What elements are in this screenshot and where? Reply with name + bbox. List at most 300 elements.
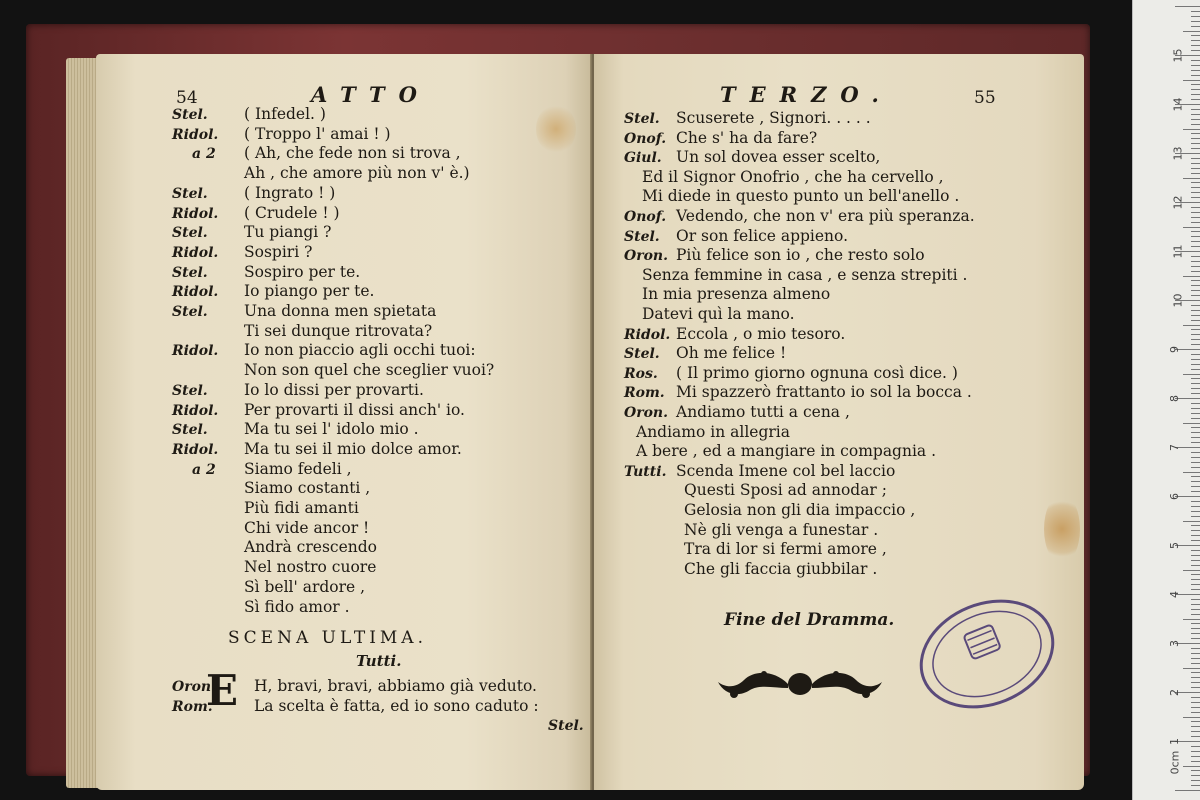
verse-text: Che s' ha da fare?: [676, 128, 818, 147]
ruler-tick: [1191, 707, 1200, 708]
right-running-head: TERZO.: [720, 82, 893, 107]
ruler-tick: [1191, 84, 1200, 85]
verse-line: [172, 183, 335, 204]
foxing-stain: [1044, 494, 1080, 564]
speaker-label: Stel.: [172, 225, 208, 242]
verse-line: [172, 301, 436, 322]
verse-text: Tra di lor si fermi amore ,: [684, 540, 887, 559]
verse-text: Vedendo, che non v' era più speranza.: [676, 207, 975, 225]
ruler-tick: [1183, 570, 1200, 571]
ruler-tick: [1191, 261, 1200, 262]
ruler-tick: [1191, 119, 1200, 120]
verse-line: [172, 478, 370, 498]
left-page-number: 54: [176, 88, 198, 108]
verse-line: [172, 400, 465, 421]
ruler-tick: [1191, 540, 1200, 541]
ruler-tick: [1191, 320, 1200, 321]
ruler-tick: [1191, 413, 1200, 414]
ruler-tick: [1191, 761, 1200, 762]
verse-text: Nel nostro cuore: [244, 558, 377, 577]
book: [26, 24, 1090, 776]
verse-text: ( Ingrato ! ): [244, 183, 336, 202]
drop-cap: E: [206, 666, 239, 715]
ruler-tick: [1191, 388, 1200, 389]
verse-line: [624, 108, 871, 129]
verse-line: [172, 439, 462, 460]
verse-line: [172, 557, 376, 577]
ruler-label: 9: [1168, 346, 1181, 353]
verse-line: [172, 597, 350, 617]
right-page-number: 55: [974, 88, 996, 108]
ruler-tick: [1183, 178, 1200, 179]
verse-line: [624, 402, 850, 423]
ruler-tick: [1191, 682, 1200, 683]
ruler-tick: [1191, 143, 1200, 144]
verse-line: [172, 281, 374, 302]
ruler-tick: [1191, 378, 1200, 379]
ruler-tick: [1175, 790, 1200, 791]
speaker-label: Rom.: [624, 385, 665, 402]
ruler-tick: [1191, 726, 1200, 727]
verse-text: Mi spazzerò frattanto io sol la bocca .: [676, 383, 972, 402]
ruler-tick: [1191, 442, 1200, 443]
ruler-tick: [1191, 432, 1200, 433]
verse-text: Una donna men spietata: [244, 302, 437, 320]
ruler-tick: [1191, 785, 1200, 786]
speaker-label: Ridol.: [172, 284, 219, 301]
ruler-tick: [1191, 163, 1200, 164]
verse-text: Nè gli venga a funestar .: [684, 520, 879, 539]
verse-line: [684, 559, 877, 579]
speaker-label: Oron.: [172, 679, 216, 695]
ruler-tick: [1191, 173, 1200, 174]
ruler-tick: [1191, 26, 1200, 27]
ruler-tick: [1191, 565, 1200, 566]
verse-text: Questi Sposi ad annodar ;: [684, 481, 887, 500]
ruler-tick: [1191, 359, 1200, 360]
ruler-tick: [1191, 604, 1200, 605]
scene-title: SCENA ULTIMA.: [228, 628, 427, 648]
ruler-tick: [1191, 427, 1200, 428]
ruler-tick: [1191, 305, 1200, 306]
verse-text: Io non piaccio agli occhi tuoi:: [244, 341, 476, 360]
catchword: Stel.: [548, 718, 584, 734]
verse-line: [624, 226, 848, 247]
left-page: [96, 54, 590, 790]
ruler-tick: [1191, 623, 1200, 624]
verse-line: [624, 128, 817, 149]
ruler-tick: [1175, 6, 1200, 7]
verse-line: [642, 167, 944, 187]
ruler-tick: [1191, 486, 1200, 487]
verse-line: [624, 343, 786, 364]
verse-line: [642, 186, 959, 206]
ruler-label: 7: [1168, 444, 1181, 451]
ruler-tick: [1191, 770, 1200, 771]
ruler-tick: [1191, 197, 1200, 198]
speaker-label: Stel.: [172, 304, 208, 320]
verse-text: Che gli faccia giubbilar .: [684, 559, 878, 578]
verse-text: Sì bell' ardore ,: [244, 577, 366, 596]
ruler-label: 10: [1171, 293, 1185, 308]
verse-text: Sospiro per te.: [244, 262, 361, 281]
verse-text: Ma tu sei l' idolo mio .: [244, 420, 419, 439]
ruler-tick: [1191, 628, 1200, 629]
verse-line: [684, 539, 887, 559]
ruler-label: 4: [1168, 591, 1181, 598]
speaker-label: Ridol.: [172, 126, 219, 143]
verse-text: Siamo costanti ,: [244, 479, 371, 498]
ruler-tick: [1191, 339, 1200, 340]
verse-line: [624, 324, 845, 345]
verse-text: Andiamo tutti a cena ,: [676, 403, 850, 421]
ruler-tick: [1191, 65, 1200, 66]
ruler-tick: [1191, 271, 1200, 272]
speaker-label: Stel.: [624, 228, 660, 245]
verse-text: ( Crudele ! ): [244, 203, 340, 222]
verse-text: ( Ah, che fede non si trova ,: [244, 144, 461, 163]
verse-line: [624, 245, 925, 266]
ruler-tick: [1191, 187, 1200, 188]
ruler-tick: [1191, 182, 1200, 183]
speaker-label: a 2: [192, 461, 216, 478]
verse-text: La scelta è fatta, ed io sono caduto :: [254, 697, 539, 715]
ruler-tick: [1183, 80, 1200, 81]
ruler-tick: [1191, 329, 1200, 330]
ruler-tick: [1191, 584, 1200, 585]
ruler-tick: [1191, 638, 1200, 639]
verse-line: [172, 262, 360, 283]
ruler-tick: [1191, 280, 1200, 281]
verse-text: H, bravi, bravi, abbiamo già veduto.: [254, 677, 537, 695]
ruler-tick: [1191, 467, 1200, 468]
ruler-label: 6: [1168, 493, 1181, 500]
verse-line: [172, 518, 369, 538]
ruler-tick: [1191, 418, 1200, 419]
ruler-tick: [1183, 423, 1200, 424]
ruler-tick: [1191, 295, 1200, 296]
ruler-tick: [1191, 609, 1200, 610]
speaker-label: Onof.: [624, 130, 667, 147]
verse-text: Andiamo in allegria: [636, 422, 790, 441]
ruler-tick: [1191, 222, 1200, 223]
ruler-tick: [1183, 717, 1200, 718]
ruler-tick: [1191, 383, 1200, 384]
ruler-tick: [1191, 780, 1200, 781]
verse-text: Più felice son io , che resto solo: [676, 246, 925, 265]
speaker-label: Stel.: [172, 264, 208, 281]
verse-text: Scuserete , Signori. . . . .: [676, 109, 871, 127]
left-running-head: ATTO: [311, 82, 431, 107]
verse-line: [172, 380, 424, 401]
speaker-label: Ros.: [624, 365, 658, 382]
verse-line: [624, 206, 975, 227]
verse-line: [642, 265, 967, 285]
ruler-tick: [1191, 589, 1200, 590]
verse-line: [172, 321, 432, 341]
ruler-tick: [1191, 35, 1200, 36]
ruler-label: 15: [1171, 48, 1185, 63]
verse-text: Siamo fedeli ,: [244, 459, 352, 478]
ruler-tick: [1191, 579, 1200, 580]
verse-line: [642, 304, 795, 324]
ruler-tick: [1183, 374, 1200, 375]
speaker-label: Stel.: [172, 382, 208, 399]
verse-line: [684, 480, 887, 500]
speaker-label: Stel.: [172, 185, 208, 202]
speaker-label: Ridol.: [172, 402, 219, 419]
ruler-tick: [1183, 668, 1200, 669]
speaker-label: Oron.: [624, 405, 668, 421]
verse-text: Io lo dissi per provarti.: [244, 380, 424, 399]
ruler-tick: [1191, 457, 1200, 458]
verse-text: Datevi quì la mano.: [642, 305, 795, 323]
ruler-tick: [1191, 70, 1200, 71]
verse-text: Ma tu sei il mio dolce amor.: [244, 439, 462, 458]
ruler-tick: [1191, 756, 1200, 757]
ruler-tick: [1191, 614, 1200, 615]
ruler-label: 3: [1168, 640, 1181, 647]
verse-text: Oh me felice !: [676, 344, 787, 363]
ruler-tick: [1191, 148, 1200, 149]
verse-text: Senza femmine in casa , e senza strepiti .: [642, 265, 968, 284]
ruler-tick: [1191, 702, 1200, 703]
ruler-tick: [1191, 658, 1200, 659]
speaker-label: a 2: [192, 146, 216, 163]
right-page: [594, 54, 1084, 790]
speaker-label: Ridol.: [624, 326, 671, 343]
ruler-tick: [1191, 334, 1200, 335]
speaker-label: Ridol.: [172, 441, 219, 458]
verse-text: Non son quel che sceglier vuoi?: [244, 361, 495, 380]
verse-text: Andrà crescendo: [244, 538, 377, 557]
ruler-label: 13: [1171, 146, 1185, 161]
speaker-label: Ridol.: [172, 343, 219, 360]
verse-text: A bere , ed a mangiare in compagnia .: [636, 442, 937, 461]
verse-line: [172, 577, 365, 597]
ruler-tick: [1191, 124, 1200, 125]
ruler-label: 12: [1171, 195, 1185, 210]
verse-line: [172, 676, 537, 697]
speaker-label: Tutti.: [624, 463, 667, 480]
ruler-tick: [1191, 168, 1200, 169]
speaker-label: Onof.: [624, 209, 667, 225]
verse-text: Più fidi amanti: [244, 499, 359, 517]
ruler-label: 8: [1168, 395, 1181, 402]
ruler-tick: [1191, 462, 1200, 463]
verse-line: [172, 360, 494, 380]
verse-text: In mia presenza almeno: [642, 285, 831, 304]
ruler-tick: [1183, 521, 1200, 522]
ruler-tick: [1191, 550, 1200, 551]
ruler-label: 1: [1168, 738, 1181, 745]
verse-line: [684, 520, 878, 540]
ruler-tick: [1191, 192, 1200, 193]
verse-text: ( Troppo l' amai ! ): [244, 124, 391, 143]
ruler-tick: [1191, 525, 1200, 526]
verse-line: [172, 419, 419, 440]
verse-text: Sì fido amor .: [244, 597, 350, 616]
ruler-tick: [1191, 75, 1200, 76]
ruler-tick: [1191, 94, 1200, 95]
speaker-label: Stel.: [172, 422, 208, 439]
ruler-tick: [1191, 403, 1200, 404]
ruler-tick: [1191, 476, 1200, 477]
ruler-tick: [1191, 574, 1200, 575]
verse-line: [172, 242, 312, 263]
speaker-label: Stel.: [624, 111, 660, 127]
ruler-tick: [1191, 40, 1200, 41]
ruler-tick: [1191, 133, 1200, 134]
verse-text: Per provarti il dissi anch' io.: [244, 400, 465, 419]
verse-line: [636, 422, 790, 442]
ruler-tick: [1191, 516, 1200, 517]
ornament-icon: [714, 664, 886, 704]
verse-text: Tu piangi ?: [244, 223, 332, 242]
verse-text: Ti sei dunque ritrovata?: [244, 321, 433, 340]
ruler-tick: [1191, 109, 1200, 110]
ruler-label: 5: [1168, 542, 1181, 549]
ruler-tick: [1183, 325, 1200, 326]
ruler-tick: [1191, 437, 1200, 438]
verse-text: Gelosia non gli dia impaccio ,: [684, 501, 916, 519]
ruler-tick: [1191, 354, 1200, 355]
verse-text: ( Infedel. ): [244, 105, 326, 123]
foxing-stain: [536, 104, 576, 154]
verse-line: [624, 147, 880, 168]
ruler-tick: [1191, 266, 1200, 267]
verse-line: [172, 498, 359, 518]
verse-text: Sospiri ?: [244, 242, 313, 261]
ruler-tick: [1191, 501, 1200, 502]
ruler-tick: [1191, 751, 1200, 752]
ruler-tick: [1191, 60, 1200, 61]
verse-text: Mi diede in questo punto un bell'anello .: [642, 187, 960, 206]
speaker-label: Stel.: [624, 346, 660, 363]
ruler-tick: [1191, 511, 1200, 512]
ruler-tick: [1183, 31, 1200, 32]
ruler-tick: [1191, 452, 1200, 453]
verse-line: [684, 500, 915, 520]
library-stamp-icon: [912, 594, 1062, 714]
speaker-label: Ridol.: [172, 244, 219, 261]
ruler-tick: [1191, 364, 1200, 365]
ruler-tick: [1191, 736, 1200, 737]
ruler-tick: [1191, 530, 1200, 531]
ruler-tick: [1191, 99, 1200, 100]
ruler-tick: [1191, 231, 1200, 232]
ruler-tick: [1191, 677, 1200, 678]
ruler-tick: [1191, 697, 1200, 698]
verse-text: Ah , che amore più non v' è.): [244, 164, 470, 183]
ruler-tick: [1191, 290, 1200, 291]
verse-line: [172, 696, 539, 717]
ruler-tick: [1191, 481, 1200, 482]
ruler-tick: [1191, 672, 1200, 673]
speaker-label: Rom.: [172, 699, 213, 715]
ruler-tick: [1191, 16, 1200, 17]
ruler-tick: [1191, 560, 1200, 561]
speaker-label: Giul.: [624, 150, 662, 167]
ruler-tick: [1183, 766, 1200, 767]
ruler-tick: [1183, 276, 1200, 277]
verse-line: [624, 382, 972, 403]
ruler-tick: [1191, 408, 1200, 409]
verse-line: [172, 163, 470, 183]
verse-line: [172, 537, 377, 557]
ruler-tick: [1191, 506, 1200, 507]
ruler-label: 2: [1168, 689, 1181, 696]
ruler-tick: [1191, 393, 1200, 394]
ruler-tick: [1191, 535, 1200, 536]
ruler-tick: [1191, 315, 1200, 316]
verse-line: [624, 461, 895, 482]
ruler-tick: [1191, 663, 1200, 664]
verse-line: [172, 222, 331, 243]
ruler-label: 11: [1171, 244, 1185, 259]
ruler-tick: [1191, 721, 1200, 722]
end-note: Fine del Dramma.: [724, 610, 895, 630]
ruler-tick: [1191, 45, 1200, 46]
verse-text: Ed il Signor Onofrio , che ha cervello ,: [642, 167, 944, 186]
ruler-tick: [1183, 227, 1200, 228]
ruler-tick: [1191, 241, 1200, 242]
speaker-label: Ridol.: [172, 205, 219, 222]
ruler-tick: [1191, 648, 1200, 649]
ruler-tick: [1191, 555, 1200, 556]
verse-line: [172, 459, 352, 480]
ruler-tick: [1191, 746, 1200, 747]
ruler-tick: [1191, 11, 1200, 12]
verse-text: Io piango per te.: [244, 282, 375, 301]
verse-line: [172, 124, 391, 145]
verse-line: [172, 340, 476, 361]
verse-line: [172, 143, 461, 164]
ruler-tick: [1191, 369, 1200, 370]
ruler-label: 14: [1171, 97, 1185, 112]
verse-text: Or son felice appieno.: [676, 226, 849, 245]
ruler-tick: [1191, 775, 1200, 776]
ruler-tick: [1191, 246, 1200, 247]
ruler-tick: [1191, 310, 1200, 311]
ruler-tick: [1191, 712, 1200, 713]
verse-line: [636, 441, 936, 461]
verse-line: [624, 363, 958, 384]
ruler-tick: [1191, 653, 1200, 654]
ruler-tick: [1191, 158, 1200, 159]
ruler-tick: [1191, 491, 1200, 492]
ruler-tick: [1183, 129, 1200, 130]
ruler-tick: [1191, 687, 1200, 688]
speaker-label: Oron.: [624, 248, 668, 265]
ruler-tick: [1191, 114, 1200, 115]
ruler-tick: [1191, 633, 1200, 634]
ruler-tick: [1191, 285, 1200, 286]
ruler-tick: [1191, 207, 1200, 208]
ruler-unit: 0cm: [1168, 750, 1182, 775]
ruler-tick: [1191, 344, 1200, 345]
ruler-tick: [1191, 236, 1200, 237]
verse-line: [172, 104, 326, 125]
verse-text: Scenda Imene col bel laccio: [676, 461, 896, 480]
ruler-tick: [1191, 138, 1200, 139]
verse-text: ( Il primo giorno ognuna così dice. ): [676, 363, 958, 382]
ruler-tick: [1191, 89, 1200, 90]
speaker-label: Stel.: [172, 107, 208, 123]
ruler-tick: [1183, 619, 1200, 620]
ruler-tick: [1191, 50, 1200, 51]
ruler-tick: [1183, 472, 1200, 473]
